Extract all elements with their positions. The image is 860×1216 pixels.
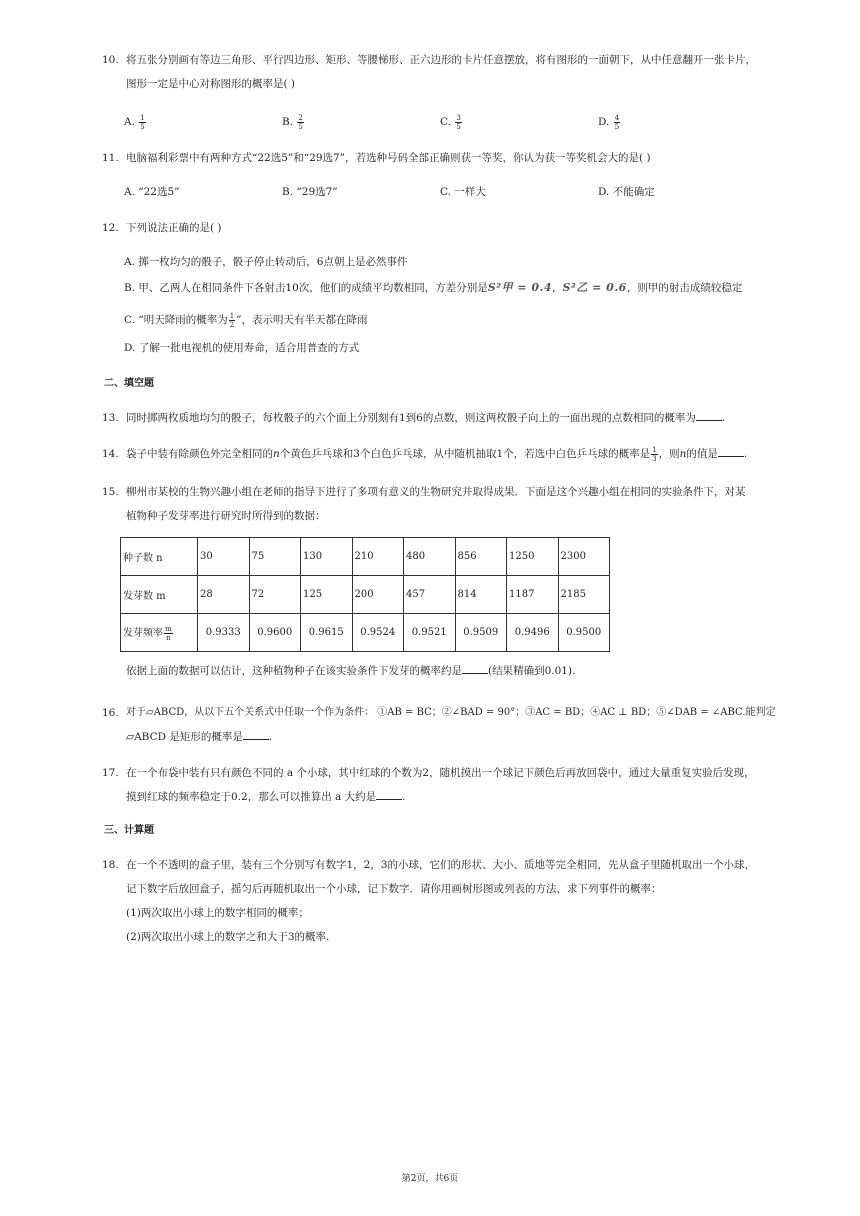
question-text: 柳州市某校的生物兴趣小组在老师的指导下进行了多项有意义的生物研究并取得成果．下面是这个兴趣小组在相同的实验条件下，对某	[126, 486, 746, 498]
table-cell: 0.9600	[249, 614, 301, 652]
option-c: C. 一样大	[440, 186, 486, 198]
table-cell: 2185	[558, 576, 610, 614]
table-row-header: 发芽数 m	[121, 576, 198, 614]
table-cell: 30	[198, 538, 250, 576]
answer-blank	[696, 410, 722, 421]
question-text: 同时掷两枚质地均匀的骰子，每枚骰子的六个面上分别刻有1到6的点数，则这两枚骰子向上的一面出现的点数相同的概率为 .	[126, 412, 726, 424]
option-a: A. $\frac{1}{5}$	[124, 113, 145, 131]
option-a: A. 掷一枚均匀的骰子，骰子停止转动后，6点朝上是必然事件	[124, 256, 408, 268]
option-b: B. 甲、乙两人在相同条件下各射击10次，他们的成绩平均数相同，方差分别是S²甲 = 0.4，S²乙 = 0.6，则甲的射击成绩较稳定	[124, 278, 742, 298]
question-number: 11.	[102, 152, 119, 164]
option-b: B. “29选7”	[282, 186, 338, 198]
page-footer: 第2页，共6页	[401, 1174, 459, 1184]
table-row	[121, 576, 610, 614]
question-text: 在一个不透明的盒子里，装有三个分别写有数字1，2，3的小球，它们的形状、大小、质地等完全相同，先从盒子里随机取出一个小球，	[126, 859, 756, 871]
question-number: 15.	[102, 486, 119, 498]
question-text: 电脑福利彩票中有两种方式“22选5”和“29选7”，若选种号码全部正确则获一等奖，你认为获一等奖机会大的是( )	[126, 152, 651, 164]
option-d: D. $\frac{4}{5}$	[598, 113, 620, 131]
question-number: 18.	[102, 859, 119, 871]
question-text: 植物种子发芽率进行研究时所得到的数据：	[126, 510, 326, 522]
table-row-header: 种子数 n	[121, 538, 198, 576]
option-a: A. “22选5”	[124, 186, 180, 198]
table-cell: 0.9521	[404, 614, 456, 652]
answer-blank	[718, 446, 744, 457]
answer-blank	[243, 729, 269, 740]
table-cell: 814	[455, 576, 507, 614]
table-cell: 0.9333	[198, 614, 250, 652]
question-text: ▱ABCD 是矩形的概率是 .	[126, 731, 273, 743]
table-cell: 0.9509	[455, 614, 507, 652]
table-cell: 856	[455, 538, 507, 576]
table-row-header: 发芽频率 $\frac{m}{n}$	[121, 614, 198, 652]
variance-formula-a: S²甲 = 0.4	[487, 281, 553, 294]
question-text: 摸到红球的频率稳定于0.2，那么可以推算出 a 大约是 .	[126, 791, 406, 803]
question-text: 图形一定是中心对称图形的概率是( )	[126, 78, 296, 90]
table-cell: 28	[198, 576, 250, 614]
question-number: 12.	[102, 222, 119, 234]
answer-blank	[462, 663, 488, 674]
table-cell: 1250	[507, 538, 559, 576]
answer-blank	[376, 789, 402, 800]
question-number: 13.	[102, 412, 119, 424]
question-text: (1)两次取出小球上的数字相同的概率；	[126, 907, 309, 919]
table-cell: 0.9496	[507, 614, 559, 652]
question-number: 10.	[102, 54, 119, 66]
question-number: 16.	[102, 707, 119, 719]
table-cell: 480	[404, 538, 456, 576]
table-cell: 72	[249, 576, 301, 614]
question-text: 在一个布袋中装有只有颜色不同的 a 个小球，其中红球的个数为2，随机摸出一个球记下颜色后再放回袋中，通过大量重复实验后发现，	[126, 767, 755, 779]
table-row	[121, 614, 610, 652]
section-heading: 三、计算题	[104, 825, 154, 836]
question-text: 记下数字后放回盒子，摇匀后再随机取出一个小球，记下数字．请你用画树形图或列表的方法，求下列事件的概率：	[126, 883, 662, 895]
option-c: C. $\frac{3}{5}$	[440, 113, 461, 131]
variance-formula-b: S²乙 = 0.6	[562, 281, 627, 294]
question-text: (2)两次取出小球上的数字之和大于3的概率.	[126, 931, 330, 943]
table-cell: 0.9615	[301, 614, 353, 652]
table-cell: 125	[301, 576, 353, 614]
question-text: 将五张分别画有等边三角形、平行四边形、矩形、等腰梯形、正六边形的卡片任意摆放，将有图形的一面朝下，从中任意翻开一张卡片，	[126, 54, 756, 66]
question-text: 对于▱ABCD，从以下五个关系式中任取一个作为条件： ①AB = BC；②∠BAD = 90°；③AC = BD；④AC ⊥ BD；⑤∠DAB = ∠ABC.能判定	[126, 707, 776, 718]
question-number: 14.	[102, 448, 119, 460]
germination-table	[120, 537, 610, 652]
table-cell: 0.9500	[558, 614, 610, 652]
section-heading: 二、填空题	[104, 378, 154, 389]
table-cell: 75	[249, 538, 301, 576]
option-b: B. $\frac{2}{5}$	[282, 113, 303, 131]
table-row	[121, 538, 610, 576]
table-cell: 210	[352, 538, 404, 576]
question-text: 依据上面的数据可以估计，这种植物种子在该实验条件下发芽的概率约是 (结果精确到0.01).	[126, 665, 576, 677]
table-cell: 457	[404, 576, 456, 614]
table-cell: 1187	[507, 576, 559, 614]
question-number: 17.	[102, 767, 119, 779]
table-cell: 200	[352, 576, 404, 614]
question-text: 下列说法正确的是( )	[126, 222, 222, 234]
table-cell: 130	[301, 538, 353, 576]
table-cell: 2300	[558, 538, 610, 576]
option-c: C. “明天降雨的概率为 $\frac{1}{2}$ ”，表示明天有半天都在降雨	[124, 311, 368, 329]
option-d: D. 了解一批电视机的使用寿命，适合用普查的方式	[124, 342, 360, 354]
question-text: 袋子中装有除颜色外完全相同的n个黄色乒乓球和3个白色乒乓球，从中随机抽取1个，若选中白色乒乓球的概率是 $\frac{1}{3}$ ，则n的值是 .	[126, 445, 748, 463]
table-cell: 0.9524	[352, 614, 404, 652]
option-d: D. 不能确定	[598, 186, 655, 198]
